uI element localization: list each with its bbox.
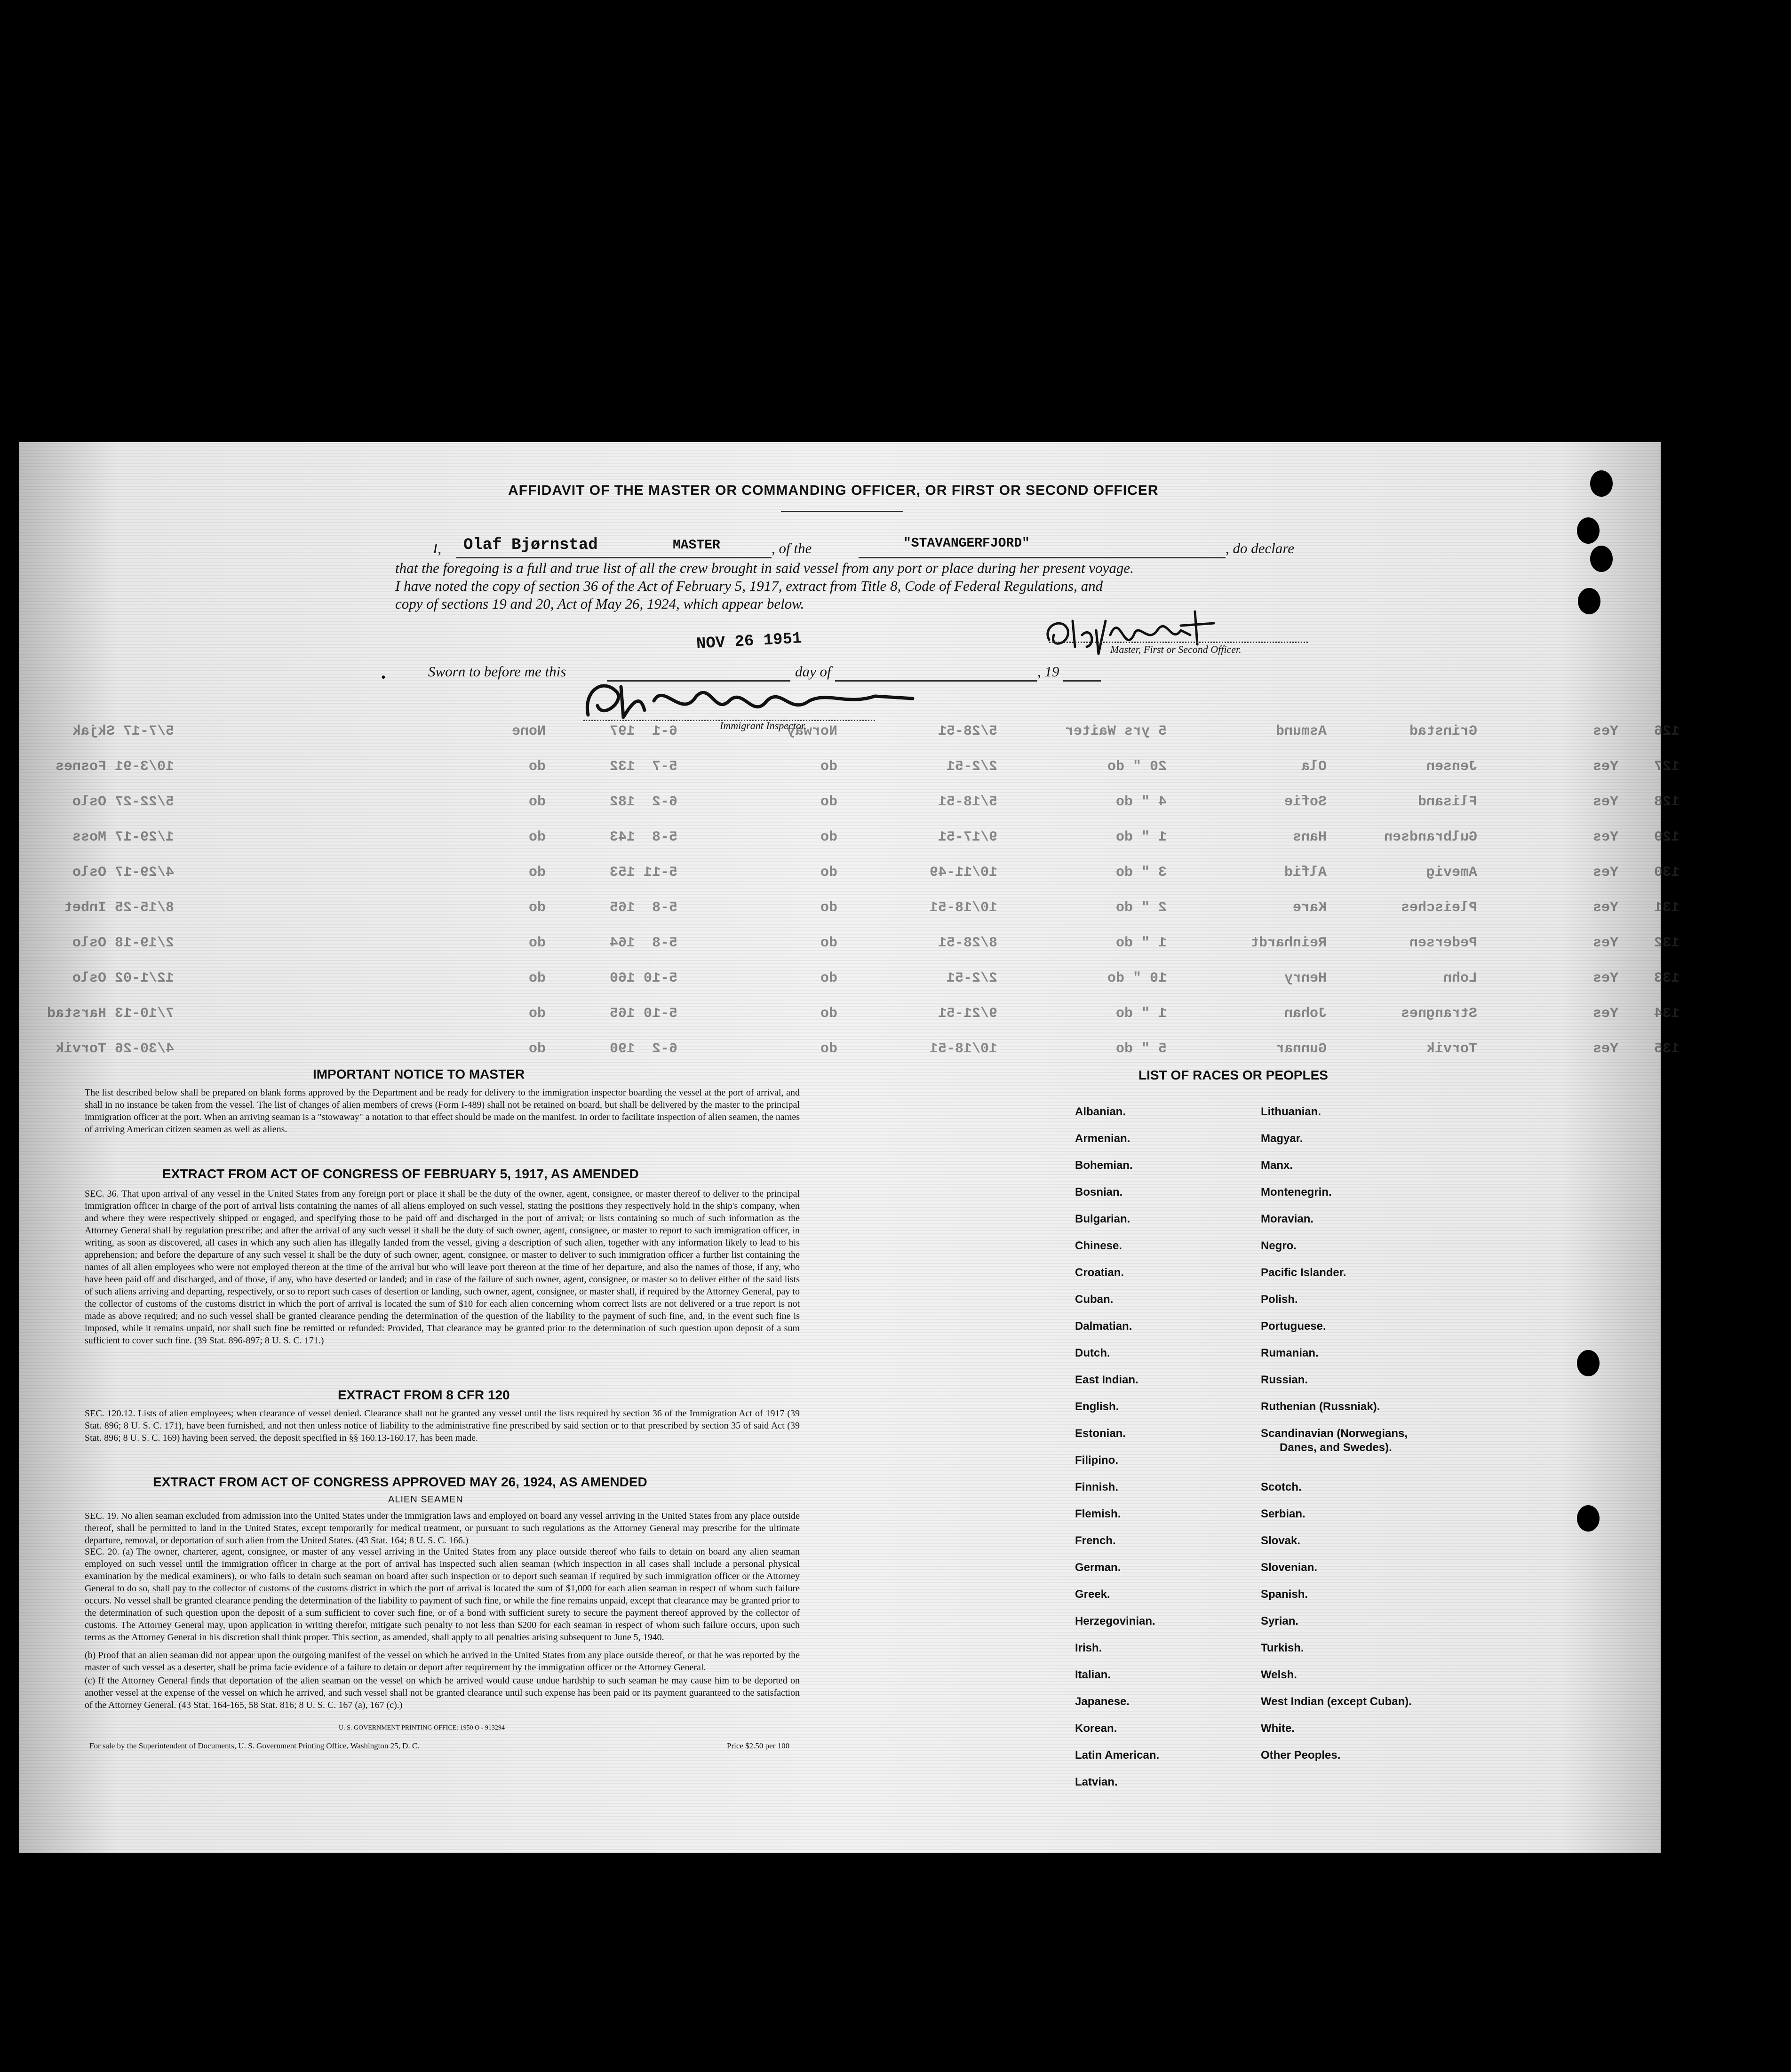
ghost-cell-rating: 1 " do [1115,829,1167,845]
ghost-cell-birth: 4/29-17 Oslo [72,865,174,881]
race-right-17: Slovenian. [1261,1561,1318,1574]
inspector-caption: Immigrant Inspector. [720,720,807,731]
race-right-24: Other Peoples. [1261,1749,1341,1762]
ghost-cell-w: 164 [609,935,635,951]
date-stamp: NOV 26 1951 [696,630,803,653]
master-rank: MASTER [673,538,720,553]
ghost-cell-surname: Lohn [1443,970,1477,986]
ghost-cell-m: do [528,1041,546,1057]
ghost-cell-date: 8/28-51 [938,935,997,951]
ghost-ledger-row [19,1006,1680,1024]
ghost-ledger-row [19,759,1680,778]
race-right-19: Syrian. [1261,1615,1299,1627]
ghost-cell-surname: Torvik [1426,1041,1477,1057]
race-right-5: Negro. [1261,1239,1297,1252]
ghost-cell-rating: 20 " do [1107,759,1167,775]
ghost-cell-yes: Yes [1592,723,1618,739]
ghost-cell-col: do [820,900,837,916]
ghost-cell-w: 160 [609,970,635,986]
declaration-line-2: that the foregoing is a full and true list of all the crew brought in said vessel from any port or place during her present voyage. [395,560,1134,576]
notice-text: The list described below shall be prepared on blank forms approved by the Department and be ready for delivery to the immigration inspector boarding the vessel at the port of arrival, and shall in no instance be taken from the vessel. The list of changes of alien members of crews (Form I-489) shall not be retained on board, but shall be delivered by the master to the principal immigration officer at the port. When an arriving seaman is a "stowaway" a notation to that effect should be made on the manifest. In order to facilitate inspection of alien seamen, the names of arriving American citizen seamen as well as aliens. [85,1088,800,1135]
race-left-13: Filipino. [1075,1454,1118,1467]
ghost-cell-birth: 8/15-25 Inbet [64,900,174,916]
ghost-cell-birth: 5/22-27 Oslo [72,794,174,810]
extract-cfr-text: SEC. 120.12. Lists of alien employees; when clearance of vessel denied. Clearance shall not be granted any vessel until the lists required by section 36 of the Immigration Act of 1917 (39 Stat. 896; 8 U. S. C. 171), have been furnished, and not then unless notice of liability to the administrative fine prescribed by said section or to that prescribed by section 35 of said Act (39 Stat. 896; 8 U. S. C. 169) having been served, the deposit specified in §§ 160.13-160.17, has been made. [85,1408,800,1443]
ghost-cell-w: 190 [609,1041,635,1057]
ghost-cell-given: Sofie [1284,794,1327,810]
vessel-name: "STAVANGERFJORD" [903,536,1030,551]
ghost-cell-surname: Amevig [1426,865,1477,881]
race-left-20: Irish. [1075,1642,1102,1654]
ghost-cell-no: 132 [1654,935,1680,951]
race-right-12: Scandinavian (Norwegians, [1261,1427,1408,1440]
sworn-year-line [1063,680,1101,682]
ghost-cell-surname: Grinstad [1409,723,1477,739]
ghost-cell-birth: 12/1-02 Oslo [72,970,174,986]
ghost-cell-date: 9/21-51 [938,1006,997,1022]
ghost-cell-yes: Yes [1592,794,1618,810]
punch-hole [1577,1505,1600,1532]
form-sheet [19,442,1680,1853]
ghost-cell-m: do [528,865,546,881]
race-left-12: Estonian. [1075,1427,1126,1440]
ghost-cell-date: 10/11-49 [929,865,997,881]
ghost-cell-m: do [528,829,546,845]
of-the-label: , of the [772,540,812,556]
ghost-cell-h: 5-7 [652,759,677,775]
ghost-cell-m: do [528,759,546,775]
ghost-cell-given: Gunnar [1275,1041,1327,1057]
race-left-5: Chinese. [1075,1239,1122,1252]
race-left-3: Bosnian. [1075,1186,1123,1199]
ghost-cell-surname: Strangnes [1401,1006,1477,1022]
ghost-cell-w: 182 [609,794,635,810]
extract-1924-subtitle: ALIEN SEAMEN [388,1494,463,1505]
race-left-23: Korean. [1075,1722,1117,1735]
ghost-cell-w: 143 [609,829,635,845]
ghost-cell-date: 5/28-51 [938,723,997,739]
extract-1924-sec20b: (b) Proof that an alien seaman did not appear upon the outgoing manifest of the vessel on which he arrived in the United States from any place outside thereof, or that he was reported by the master of such vessel as a deserter, shall be prima facie evidence of a failure to detain or deport after requirement by the immigration officer or the Attorney General. [85,1650,800,1673]
ghost-cell-h: 6-2 [652,794,677,810]
ghost-cell-yes: Yes [1592,935,1618,951]
race-right-2: Manx. [1261,1159,1293,1172]
ghost-cell-no: 135 [1654,1041,1680,1057]
ghost-ledger-row [19,935,1680,954]
declaration-line-3: I have noted the copy of section 36 of the Act of February 5, 1917, extract from Title 8, Code of Federal Regulations, and [395,578,1103,594]
extract-1924-sec19: SEC. 19. No alien seaman excluded from admission into the United States under the immigration laws and employed on board any vessel arriving in the United States from any place outside thereof, shall be permitted to land in the United States, except temporarily for medical treatment, or pursuant to such regulations as the Attorney General may prescribe for the ultimate departure, removal, or deportation of such alien from the United States. (43 Stat. 164; 8 U. S. C. 166.) [85,1511,800,1546]
ghost-cell-h: 5-10 [643,970,677,986]
punch-hole [1590,470,1613,497]
name-line [456,557,772,558]
race-left-6: Croatian. [1075,1266,1124,1279]
printer-line: U. S. GOVERNMENT PRINTING OFFICE: 1950 O - 913294 [339,1724,505,1731]
race-left-17: German. [1075,1561,1121,1574]
race-right-23: White. [1261,1722,1295,1735]
ghost-cell-rating: 5 yrs Waiter [1065,723,1167,739]
race-right-11: Ruthenian (Russniak). [1261,1400,1380,1413]
ghost-cell-given: Johan [1284,1006,1327,1022]
race-right-9: Rumanian. [1261,1347,1319,1359]
ghost-cell-rating: 10 " do [1107,970,1167,986]
declaration-line-4: copy of sections 19 and 20, Act of May 26, 1924, which appear below. [395,595,804,612]
ghost-cell-birth: 10/3-91 Fosnes [55,759,174,775]
punch-hole [1578,588,1600,614]
ghost-cell-col: do [820,759,837,775]
race-right-6: Pacific Islander. [1261,1266,1346,1279]
affidavit-title: AFFIDAVIT OF THE MASTER OR COMMANDING OFFICER, OR FIRST OR SECOND OFFICER [508,483,1159,498]
race-left-25: Latvian. [1075,1776,1118,1788]
ghost-cell-h: 5-8 [652,829,677,845]
ghost-cell-h: 6-2 [652,1041,677,1057]
ghost-cell-given: Kare [1292,900,1327,916]
footer-price: Price $2.50 per 100 [727,1741,790,1750]
ghost-cell-birth: 7/10-13 Harstad [47,1006,174,1022]
ghost-cell-rating: 1 " do [1115,935,1167,951]
race-right-21: Welsh. [1261,1668,1297,1681]
ghost-cell-rating: 1 " do [1115,1006,1167,1022]
ghost-cell-rating: 4 " do [1115,794,1167,810]
race-right-15: Serbian. [1261,1508,1305,1520]
extract-cfr-title: EXTRACT FROM 8 CFR 120 [338,1388,510,1402]
race-right-22: West Indian (except Cuban). [1261,1695,1412,1708]
ghost-ledger-row [19,865,1680,883]
ghost-cell-date: 10/18-51 [929,1041,997,1057]
ghost-cell-birth: 2/19-18 Oslo [72,935,174,951]
ghost-ledger-row [19,829,1680,848]
ghost-cell-no: 130 [1654,865,1680,881]
ghost-cell-no: 133 [1654,970,1680,986]
ghost-cell-surname: Flisand [1417,794,1477,810]
ghost-cell-rating: 2 " do [1115,900,1167,916]
title-rule [781,511,903,512]
ghost-cell-w: 197 [609,723,635,739]
race-right-10: Russian. [1261,1373,1308,1386]
race-left-19: Herzegovinian. [1075,1615,1155,1627]
ghost-cell-h: 5-8 [652,935,677,951]
race-right-4: Moravian. [1261,1213,1314,1225]
notice-title: IMPORTANT NOTICE TO MASTER [313,1067,525,1081]
footer-sale-notice: For sale by the Superintendent of Documents, U. S. Government Printing Office, Washington 25, D. C. [89,1741,420,1750]
ghost-cell-yes: Yes [1592,1041,1618,1057]
ghost-cell-rating: 3 " do [1115,865,1167,881]
ghost-cell-no: 134 [1654,1006,1680,1022]
race-right-1: Magyar. [1261,1132,1303,1145]
bullet-mark: • [381,670,386,685]
race-right-7: Polish. [1261,1293,1298,1306]
race-right-16: Slovak. [1261,1534,1301,1547]
extract-1924-sec20: SEC. 20. (a) The owner, charterer, agent, consignee, or master of any vessel arriving in the United States from any place outside thereof who fails to detain on board any alien seaman employed on such vessel until the immigration officer in charge at the port of arrival has inspected such alien seaman (which inspection in all cases shall include a personal physical examination by the medical examiners), or who fails to detain such seaman on board after such inspection or to deport such seaman if required by such immigration officer or the Attorney General to do so, shall pay to the collector of customs of the customs district in which the port of arrival is located the sum of $1,000 for each alien seaman in respect of whom such failure occurs. No vessel shall be granted clearance pending the determination of the liability to payment of such fine, or while the fine remains unpaid, except that clearance may be granted prior to the determination of such question upon the deposit of a sum sufficient to cover such fine, or of a bond with sufficient surety to secure the payment thereof approved by the collector of customs. The Attorney General may, upon application in writing therefor, mitigate such penalty to not less than $200 for each seaman in respect of whom such failure occurs, upon such terms as the Attorney General in his discretion shall think proper. This section, as amended, shall apply to all penalties arising subsequent to June 5, 1940. [85,1547,800,1643]
ghost-cell-birth: 4/30-26 Torvik [55,1041,174,1057]
race-left-11: English. [1075,1400,1119,1413]
ghost-cell-w: 132 [609,759,635,775]
race-right-8: Portuguese. [1261,1320,1326,1333]
ghost-cell-date: 10/18-51 [929,900,997,916]
ghost-cell-h: 6-1 [652,723,677,739]
ghost-cell-date: 5/18-51 [938,794,997,810]
ghost-cell-yes: Yes [1592,865,1618,881]
vessel-line [859,557,1226,558]
ghost-cell-no: 131 [1654,900,1680,916]
ghost-ledger-row [19,970,1680,989]
ghost-cell-no: 127 [1654,759,1680,775]
master-name: Olaf Bjørnstad [463,536,598,554]
race-right-18: Spanish. [1261,1588,1308,1601]
ghost-cell-given: Reinhardt [1250,935,1327,951]
extract-1924-sec20c: (c) If the Attorney General finds that deportation of the alien seaman on the vessel on which he arrived would cause undue hardship to such seaman he may cause him to be deported on another vessel at the expense of the vessel on which he arrived, and such vessel shall not be granted clearance until such expense has been paid or its payment guaranteed to the satisfaction of the Attorney General. (43 Stat. 164-165, 58 Stat. 816; 8 U. S. C. 167 (a), 167 (c).) [85,1675,800,1710]
ghost-cell-yes: Yes [1592,900,1618,916]
ghost-cell-surname: Pedersen [1409,935,1477,951]
ghost-cell-col: do [820,970,837,986]
master-signature-line [1049,642,1308,643]
race-left-21: Italian. [1075,1668,1111,1681]
ghost-cell-no: 129 [1654,829,1680,845]
declarant-prefix: I, [433,540,442,556]
ghost-cell-given: Hans [1292,829,1327,845]
year-prefix: , 19 [1037,663,1059,680]
ghost-cell-surname: Pleisches [1401,900,1477,916]
extract-1917-text: SEC. 36. That upon arrival of any vessel in the United States from any foreign port or place it shall be the duty of the owner, agent, consignee, or master thereof to deliver to the principal immigration officer in charge of the port of arrival lists containing the names of all aliens employed on such vessel, stating the positions they respectively hold in the ship's company, when and where they were respectively shipped or engaged, and specifying those to be paid off and discharged in the port of arrival; or lists containing so much of such information as the Attorney General shall by regulation prescribe; and after the arrival of any such vessel it shall be the duty of such owner, agent, consignee, or master to report to such immigration officer, in writing, as soon as discovered, all cases in which any such alien has illegally landed from the vessel, giving a description of such alien, together with any information likely to lead to his apprehension; and before the departure of any such vessel it shall be the duty of such owner, agent, consignee, or master to deliver to such immigration officer a further list containing the names of all alien employees who were not employed thereon at the time of the arrival but who will leave port thereon at the time of her departure, and also the names of those, if any, who have been paid off and discharged, and of those, if any, who have deserted or landed; and in case of the failure of such owner, agent, consignee, or master so to deliver either of the said lists of such aliens arriving and departing, respectively, or so to report such cases of desertion or landing, such owner, agent, consignee, or master shall, if required by the Attorney General, pay to the collector of customs of the customs district in which the port of arrival is located the sum of $10 for each alien concerning whom correct lists are not delivered or a true report is not made as above required; and no such vessel shall be granted clearance pending the determination of the question of the liability to the payment of such fine, and, in the event such fine is imposed, while it remains unpaid, nor shall such fine be remitted or refunded: Provided, That clearance may be granted prior to the determination of such question upon deposit of a sum sufficient to cover such fine. (39 Stat. 896-897; 8 U. S. C. 171.) [85,1189,800,1346]
ghost-cell-surname: Jensen [1426,759,1477,775]
ghost-cell-surname: Gulbrandsen [1384,829,1477,845]
ghost-cell-birth: 5/7-17 Skjak [72,723,174,739]
race-left-24: Latin American. [1075,1749,1160,1762]
race-left-0: Albanian. [1075,1105,1126,1118]
race-left-7: Cuban. [1075,1293,1114,1306]
race-left-15: Flemish. [1075,1508,1121,1520]
race-right-20: Turkish. [1261,1642,1304,1654]
race-left-8: Dalmatian. [1075,1320,1132,1333]
ghost-cell-yes: Yes [1592,1006,1618,1022]
ghost-cell-yes: Yes [1592,829,1618,845]
race-left-1: Armenian. [1075,1132,1130,1145]
day-of-label: day of [795,663,831,680]
ghost-cell-given: Asmund [1275,723,1327,739]
ghost-cell-no: 128 [1654,794,1680,810]
race-left-22: Japanese. [1075,1695,1130,1708]
ghost-ledger-row [19,794,1680,813]
ghost-cell-given: Henry [1284,970,1327,986]
ghost-cell-birth: 1/29-17 Moss [72,829,174,845]
race-left-10: East Indian. [1075,1373,1138,1386]
race-left-14: Finnish. [1075,1481,1118,1493]
ghost-cell-rating: 5 " do [1115,1041,1167,1057]
ghost-cell-m: do [528,794,546,810]
punch-hole [1577,517,1600,544]
races-title: LIST OF RACES OR PEOPLES [1138,1068,1328,1082]
ghost-cell-m: do [528,1006,546,1022]
ghost-cell-col: do [820,865,837,881]
ghost-cell-m: do [528,935,546,951]
ghost-cell-h: 5-8 [652,900,677,916]
ghost-cell-col: do [820,829,837,845]
ghost-cell-m: do [528,900,546,916]
ghost-ledger-row [19,900,1680,919]
master-caption: Master, First or Second Officer. [1110,643,1242,655]
race-left-9: Dutch. [1075,1347,1110,1359]
ghost-cell-date: 2/2-51 [946,970,997,986]
ghost-cell-col: do [820,935,837,951]
sworn-label: Sworn to before me this [428,663,566,680]
ghost-cell-col: do [820,794,837,810]
race-right-13: Danes, and Swedes). [1280,1441,1392,1454]
ghost-cell-given: Alfid [1284,865,1327,881]
ghost-cell-yes: Yes [1592,970,1618,986]
race-left-18: Greek. [1075,1588,1110,1601]
ghost-cell-h: 5-11 [643,865,677,881]
punch-hole [1590,546,1613,572]
extract-1917-title: EXTRACT FROM ACT OF CONGRESS OF FEBRUARY 5, 1917, AS AMENDED [162,1167,639,1181]
race-right-3: Montenegrin. [1261,1186,1332,1199]
ghost-cell-given: Ola [1301,759,1327,775]
ghost-ledger-row [19,1041,1680,1060]
ghost-cell-yes: Yes [1592,759,1618,775]
ghost-cell-col: do [820,1041,837,1057]
ghost-cell-h: 5-10 [643,1006,677,1022]
ghost-cell-w: 153 [609,865,635,881]
race-left-16: French. [1075,1534,1116,1547]
race-left-4: Bulgarian. [1075,1213,1130,1225]
race-right-14: Scotch. [1261,1481,1302,1493]
race-right-0: Lithuanian. [1261,1105,1321,1118]
extract-1924-title: EXTRACT FROM ACT OF CONGRESS APPROVED MAY 26, 1924, AS AMENDED [153,1475,647,1489]
ghost-cell-w: 165 [609,1006,635,1022]
race-left-2: Bohemian. [1075,1159,1133,1172]
ghost-cell-m: None [511,723,546,739]
ghost-cell-col: do [820,1006,837,1022]
ghost-cell-w: 165 [609,900,635,916]
punch-hole [1577,1350,1600,1376]
ghost-cell-date: 9/17-51 [938,829,997,845]
ghost-cell-no: 126 [1654,723,1680,739]
ghost-cell-date: 2/2-51 [946,759,997,775]
ghost-cell-col: Norway [786,723,837,739]
do-declare-label: , do declare [1226,540,1295,556]
ghost-cell-m: do [528,970,546,986]
